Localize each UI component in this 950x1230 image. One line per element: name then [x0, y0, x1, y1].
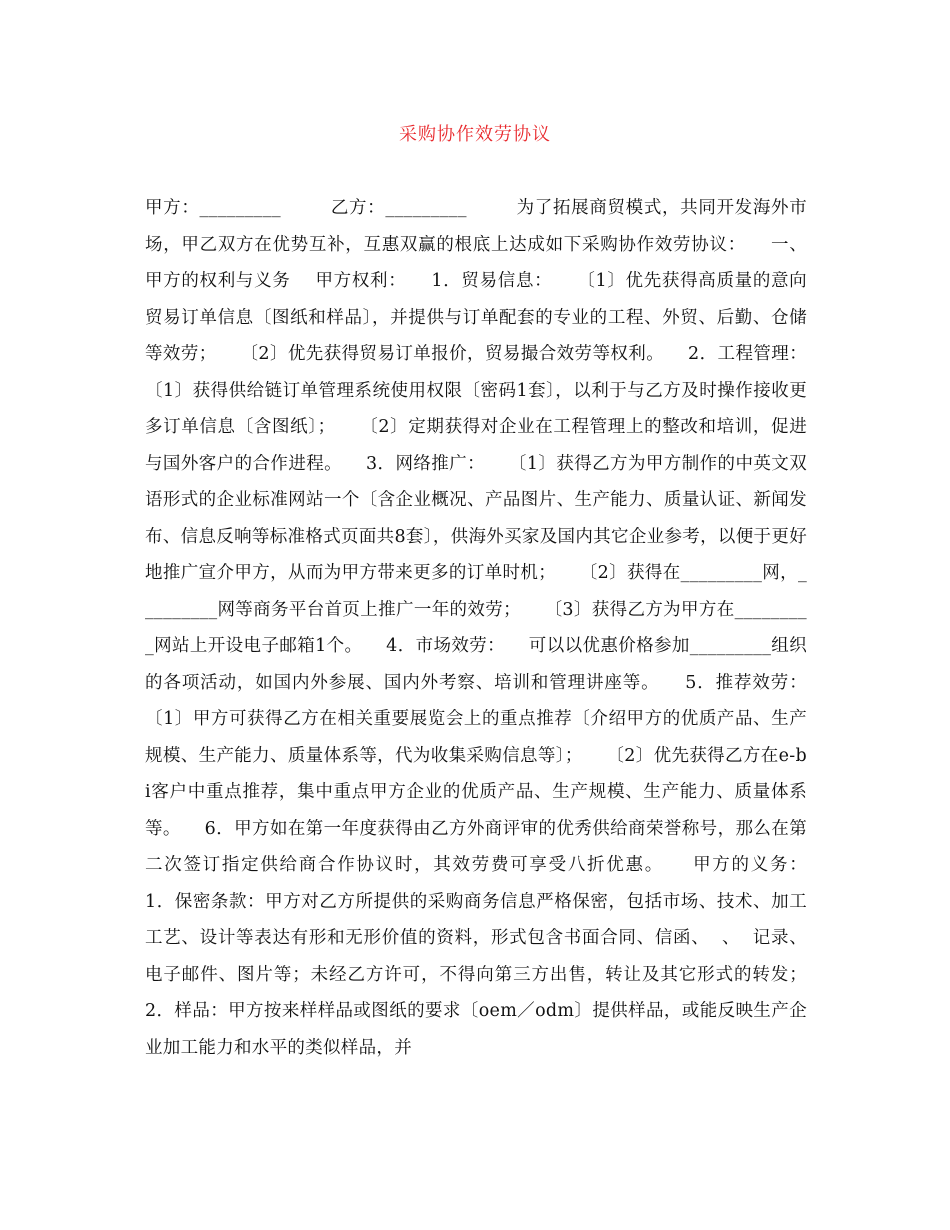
document-body-text: 甲方：_________ 乙方：_________ 为了拓展商贸模式，共同开发海外市场，甲乙双方在优势互补，互惠双赢的根底上达成如下采购协作效劳协议： 一、甲方的权利与义务 甲方权利： 1．贸易信息： 〔1〕优先获得高质量的意向贸易订单信息〔图纸和样品〕，并提供与订单配套的专业的工程、外贸、后勤、仓储等效劳； 〔2〕优先获得贸易订单报价，贸易撮合效劳等权利。 2．工程管理： 〔1〕获得供给链订单管理系统使用权限〔密码1套〕，以利于与乙方及时操作接收更多订单信息〔含图纸〕； 〔2〕定期获得对企业在工程管理上的整改和培训，促进与国外客户的合作进程。 3．网络推广： 〔1〕获得乙方为甲方制作的中英文双语形式的企业标准网站一个〔含企业概况、产品图片、生产能力、质量认证、新闻发布、信息反响等标准格式页面共8套〕，供海外买家及国内其它企业参考，以便于更好地推广宣介甲方，从而为甲方带来更多的订单时机； 〔2〕获得在_________网，_________网等商务平台首页上推广一年的效劳； 〔3〕获得乙方为甲方在_________网站上开设电子邮箱1个。 4．市场效劳： 可以以优惠价格参加_________组织的各项活动，如国内外参展、国内外考察、培训和管理讲座等。 5．推荐效劳： 〔1〕甲方可获得乙方在相关重要展览会上的重点推荐〔介绍甲方的优质产品、生产规模、生产能力、质量体系等，代为收集采购信息等〕； 〔2〕优先获得乙方在e-bi客户中重点推荐，集中重点甲方企业的优质产品、生产规模、生产能力、质量体系等。 6．甲方如在第一年度获得由乙方外商评审的优秀供给商荣誉称号，那么在第二次签订指定供给商合作协议时，其效劳费可享受八折优惠。 甲方的义务： 1．保密条款：甲方对乙方所提供的采购商务信息严格保密，包括市场、技术、加工工艺、设计等表达有形和无形价值的资料，形式包含书面合同、信函、 、 记录、电子邮件、图片等；未经乙方许可，不得向第三方出售，转让及其它形式的转发； 2．样品：甲方按来样样品或图纸的要求〔oem／odm〕提供样品，或能反映生产企业加工能力和水平的类似样品，并	[145, 198, 831, 1058]
document-title: 采购协作效劳协议	[399, 124, 551, 145]
